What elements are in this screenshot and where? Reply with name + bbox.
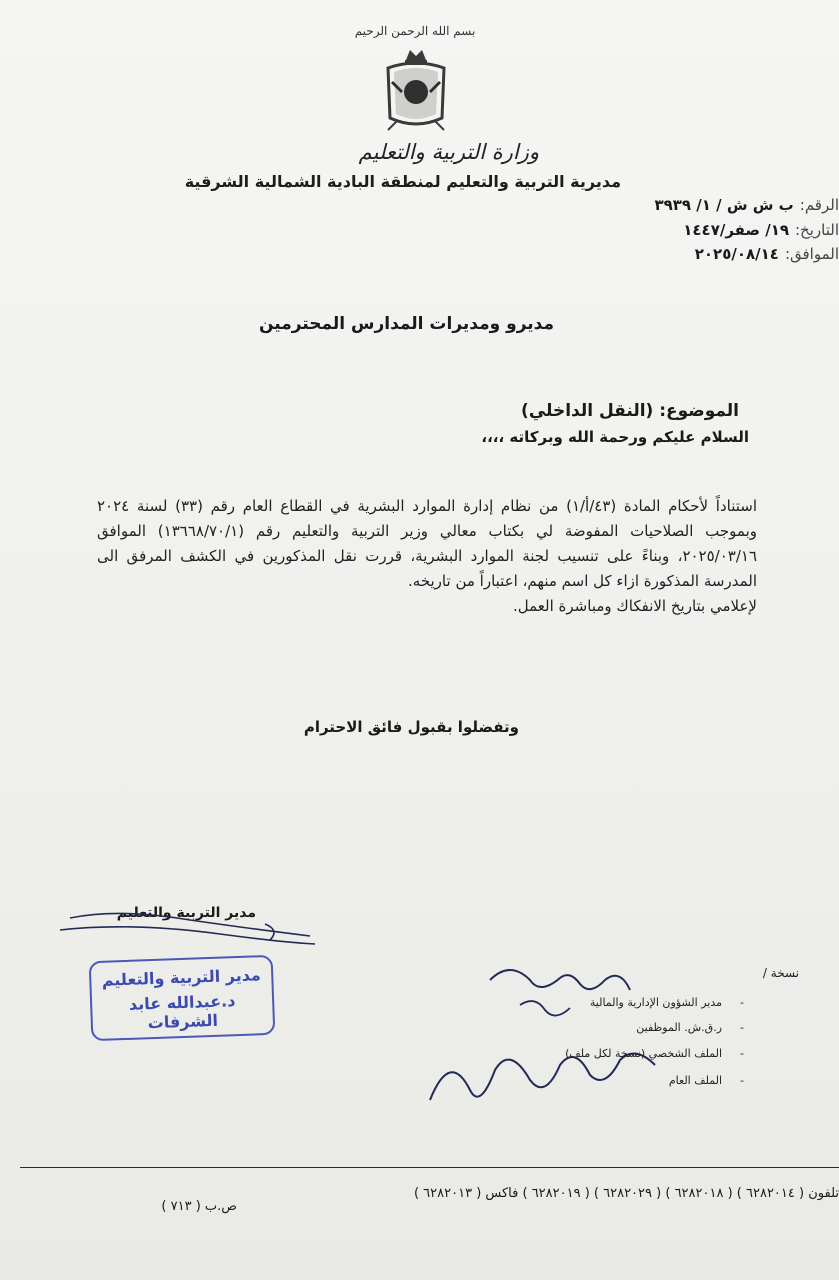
copy-item (636, 1021, 744, 1034)
copy-item (590, 996, 744, 1009)
copy-item-label: الملف العام (668, 1074, 723, 1087)
body-paragraph: استناداً لأحكام المادة (٤٣/أ/١) من نظام إدارة الموارد البشرية في القطاع العام رقم (٣٣) لسنة ٢٠٢٤ وبموجب الصلاحيات المفوضة لي بكتاب معالي وزير التربية والتعليم رقم (١٣٦٦٨/٧٠/١) الموافق ٢٠٢٥/٠٣/١٦، وبناءً على تنسيب لجنة الموارد البشرية، قررت نقل المذكورين في الكشف المرفق الى المدرسة المذكورة ازاء كل اسم منهم، اعتباراً من تاريخه. (97, 497, 757, 590)
body-paragraph: لإعلامي بتاريخ الانفكاك ومباشرة العمل. (513, 597, 757, 615)
basmala: بسم الله الرحمن الرحيم (354, 24, 476, 38)
reference-number-value: ب ش ش / ١/ ٣٩٣٩ (654, 196, 794, 214)
reference-number-label: الرقم: (799, 196, 839, 214)
signatory-title: مدير التربية والتعليم (116, 905, 256, 921)
greeting: السلام عليكم ورحمة الله وبركاته ،،،، (481, 428, 749, 446)
stamp-title: مدير التربية والتعليم (101, 965, 262, 990)
list-dash-icon: - (740, 1047, 744, 1060)
jordan-crest-icon (380, 46, 452, 132)
closing-line: وتفضلوا بقبول فائق الاحترام (303, 718, 519, 736)
ministry-name: وزارة التربية والتعليم (358, 140, 539, 164)
copies-heading: نسخة / (762, 966, 799, 980)
copy-item-label: الملف الشخصي (نسخة لكل ملف) (565, 1047, 723, 1060)
reference-date-value: ١٩/ صفر/١٤٤٧ (683, 221, 789, 239)
directorate-name: مديرية التربية والتعليم لمنطقة البادية الشمالية الشرقية (184, 172, 621, 191)
reference-corresponding-label: الموافق: (784, 245, 839, 263)
footer-contact: تلفون ( ٦٢٨٢٠١٤ ) ( ٦٢٨٢٠١٨ ) ( ٦٢٨٢٠٢٩ ) ( ٦٢٨٢٠١٩ ) فاكس ( ٦٢٨٢٠١٣ ) (413, 1186, 839, 1201)
stamp-name: د.عبدالله عابد الشرفات (128, 991, 236, 1033)
letter-body (97, 494, 757, 619)
reference-number (654, 196, 839, 214)
footer-pobox: ص.ب ( ٧١٣ ) (161, 1199, 237, 1214)
copy-item-label: مدير الشؤون الإدارية والمالية (589, 996, 723, 1009)
reference-date (683, 221, 839, 239)
list-dash-icon: - (740, 996, 744, 1009)
footer-divider (20, 1167, 839, 1168)
handwritten-signature-icon (420, 950, 710, 1120)
reference-date-label: التاريخ: (795, 221, 839, 239)
addressee: مديرو ومديرات المدارس المحترمين (258, 314, 554, 334)
copy-item-label: ر.ق.ش. الموظفين (636, 1021, 723, 1034)
reference-corresponding-value: ٢٠٢٥/٠٨/١٤ (694, 245, 779, 263)
copy-item (669, 1074, 744, 1087)
list-dash-icon: - (740, 1021, 744, 1034)
list-dash-icon: - (740, 1074, 744, 1087)
subject-line: الموضوع: (النقل الداخلي) (521, 401, 739, 421)
director-signature-icon (40, 900, 330, 1020)
reference-corresponding (695, 245, 839, 263)
copy-item (565, 1047, 744, 1060)
